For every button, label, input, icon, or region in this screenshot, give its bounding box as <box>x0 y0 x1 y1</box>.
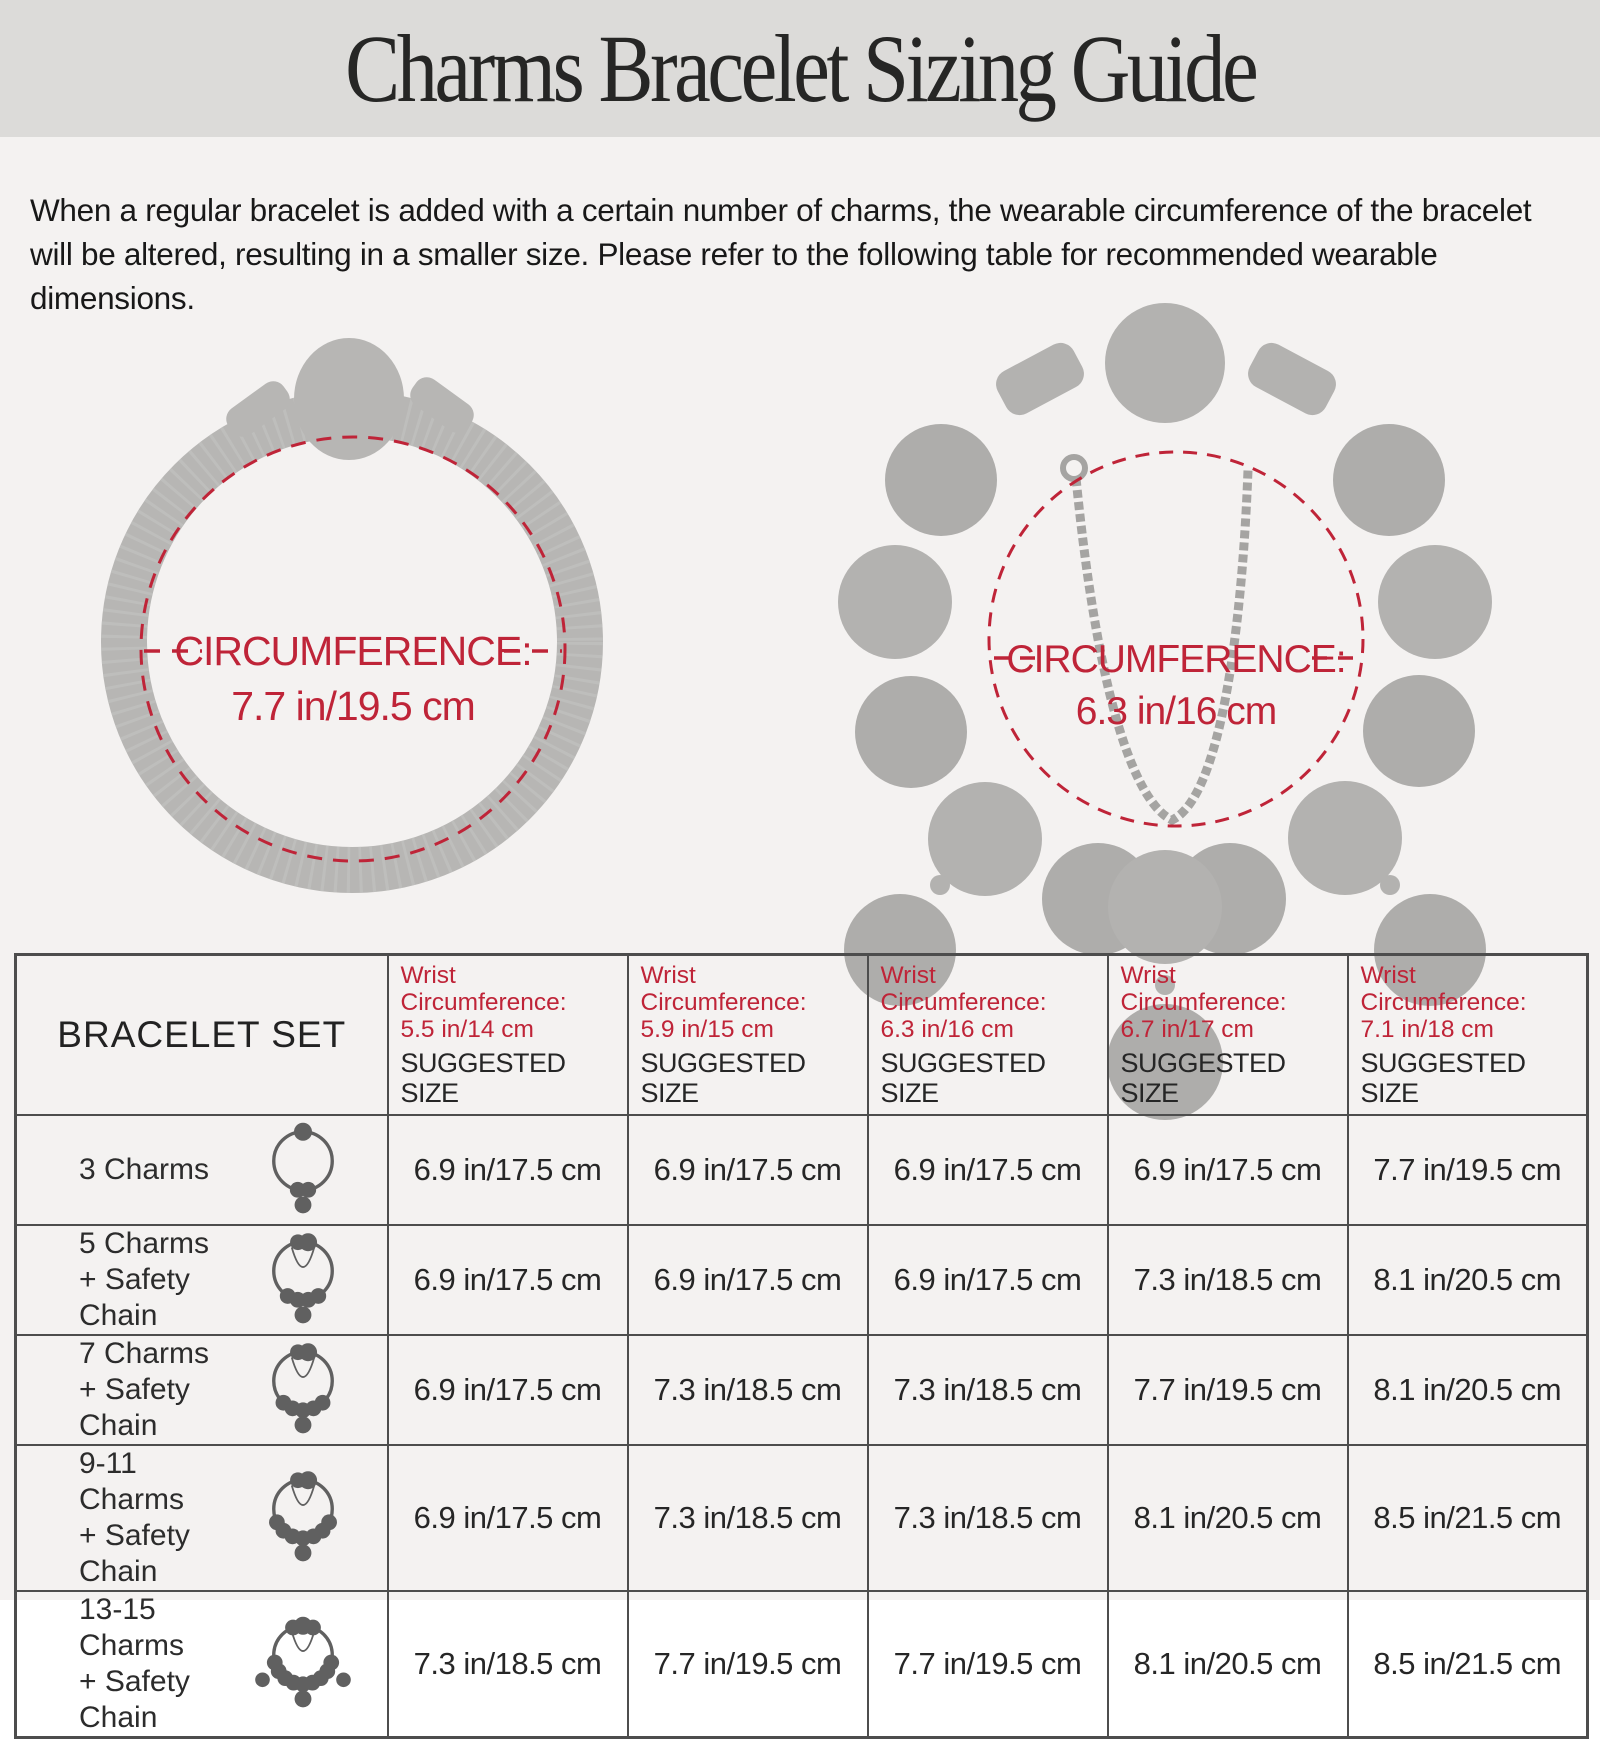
circumference-value: 6.3 in/16 cm <box>1075 690 1277 733</box>
bracelet-set-cell <box>16 1225 388 1335</box>
bracelet-set-cell <box>16 1445 388 1591</box>
header-row <box>16 955 1588 1116</box>
size-cell: 6.9 in/17.5 cm <box>868 1225 1108 1335</box>
row-label: 9-11 Charms <box>79 1447 185 1516</box>
row-label: 7 Charms <box>79 1337 210 1370</box>
size-cell: 6.9 in/17.5 cm <box>1108 1115 1348 1225</box>
suggested-size-label: SUGGESTED SIZE <box>1360 1048 1526 1108</box>
title-band <box>0 0 1600 137</box>
table-row <box>16 1591 1588 1738</box>
size-cell: 6.9 in/17.5 cm <box>628 1115 868 1225</box>
size-cell: 8.5 in/21.5 cm <box>1348 1445 1588 1591</box>
wrist-header-1 <box>388 955 628 1116</box>
size-cell: 8.1 in/20.5 cm <box>1108 1591 1348 1738</box>
bracelet-9-11-charms-safety-chain-icon <box>245 1464 361 1572</box>
wrist-circumference-prefix: Wrist Circumference: <box>1360 962 1527 1016</box>
size-cell: 6.9 in/17.5 cm <box>388 1445 628 1591</box>
wrist-circumference-value: 7.1 in/18 cm <box>1360 1016 1494 1043</box>
plain-bracelet-silhouette-icon <box>52 335 672 925</box>
wrist-header-5 <box>1348 955 1588 1116</box>
table-row <box>16 1445 1588 1591</box>
size-cell: 6.9 in/17.5 cm <box>388 1115 628 1225</box>
wrist-header-4 <box>1108 955 1348 1116</box>
row-label-2: + Safety Chain <box>79 1263 190 1332</box>
row-label: 5 Charms <box>79 1227 210 1260</box>
wrist-circumference-prefix: Wrist Circumference: <box>640 962 807 1016</box>
wrist-circumference-value: 5.9 in/15 cm <box>640 1016 774 1043</box>
wrist-circumference-prefix: Wrist Circumference: <box>1120 962 1287 1016</box>
size-cell: 7.3 in/18.5 cm <box>628 1335 868 1445</box>
table-row <box>16 1225 1588 1335</box>
size-cell: 7.3 in/18.5 cm <box>868 1335 1108 1445</box>
intro-paragraph: When a regular bracelet is added with a certain number of charms, the wearable circumference of the bracelet will be altered, resulting in a smaller size. Please refer to the following table for recommended wearable dimensions. <box>30 191 1532 316</box>
size-cell: 6.9 in/17.5 cm <box>388 1225 628 1335</box>
bracelet-set-cell <box>16 1115 388 1225</box>
bracelet-3-charms-icon <box>245 1116 361 1224</box>
size-cell: 6.9 in/17.5 cm <box>868 1115 1108 1225</box>
bracelet-set-cell <box>16 1335 388 1445</box>
row-label: 13-15 Charms <box>79 1593 185 1662</box>
size-cell: 8.5 in/21.5 cm <box>1348 1591 1588 1738</box>
circumference-label: CIRCUMFERENCE: <box>1006 638 1346 681</box>
wrist-circumference-prefix: Wrist Circumference: <box>400 962 567 1016</box>
plain-bracelet-diagram <box>52 335 672 925</box>
bracelet-7-charms-safety-chain-icon <box>245 1336 361 1444</box>
size-cell: 7.3 in/18.5 cm <box>868 1445 1108 1591</box>
size-cell: 7.7 in/19.5 cm <box>628 1591 868 1738</box>
suggested-size-label: SUGGESTED SIZE <box>400 1048 566 1108</box>
row-label-2: + Safety Chain <box>79 1519 190 1588</box>
table-row <box>16 1115 1588 1225</box>
circumference-label: CIRCUMFERENCE: <box>174 628 532 674</box>
wrist-header-3 <box>868 955 1108 1116</box>
row-label-2: + Safety Chain <box>79 1665 190 1734</box>
page-title: Charms Bracelet Sizing Guide <box>344 15 1256 122</box>
size-cell: 8.1 in/20.5 cm <box>1348 1225 1588 1335</box>
bracelet-5-charms-safety-chain-icon <box>245 1226 361 1334</box>
suggested-size-label: SUGGESTED SIZE <box>640 1048 806 1108</box>
suggested-size-label: SUGGESTED SIZE <box>1120 1048 1286 1108</box>
size-cell: 7.7 in/19.5 cm <box>1108 1335 1348 1445</box>
wrist-circumference-value: 6.7 in/17 cm <box>1120 1016 1254 1043</box>
size-cell: 6.9 in/17.5 cm <box>388 1335 628 1445</box>
wrist-circumference-prefix: Wrist Circumference: <box>880 962 1047 1016</box>
size-cell: 7.3 in/18.5 cm <box>388 1591 628 1738</box>
circumference-value: 7.7 in/19.5 cm <box>231 683 475 729</box>
row-label-2: + Safety Chain <box>79 1373 190 1442</box>
wrist-header-2 <box>628 955 868 1116</box>
size-cell: 7.3 in/18.5 cm <box>628 1445 868 1591</box>
wrist-circumference-value: 6.3 in/16 cm <box>880 1016 1014 1043</box>
bracelet-13-15-charms-safety-chain-icon <box>245 1610 361 1718</box>
size-cell: 8.1 in/20.5 cm <box>1108 1445 1348 1591</box>
bracelet-set-header: BRACELET SET <box>16 955 388 1116</box>
bracelet-set-cell <box>16 1591 388 1738</box>
size-cell: 7.7 in/19.5 cm <box>868 1591 1108 1738</box>
size-cell: 7.7 in/19.5 cm <box>1348 1115 1588 1225</box>
size-cell: 8.1 in/20.5 cm <box>1348 1335 1588 1445</box>
sizing-table <box>14 953 1589 1739</box>
table-row <box>16 1335 1588 1445</box>
size-cell: 7.3 in/18.5 cm <box>1108 1225 1348 1335</box>
suggested-size-label: SUGGESTED SIZE <box>880 1048 1046 1108</box>
size-cell: 6.9 in/17.5 cm <box>628 1225 868 1335</box>
wrist-circumference-value: 5.5 in/14 cm <box>400 1016 534 1043</box>
row-label: 3 Charms <box>79 1153 210 1186</box>
